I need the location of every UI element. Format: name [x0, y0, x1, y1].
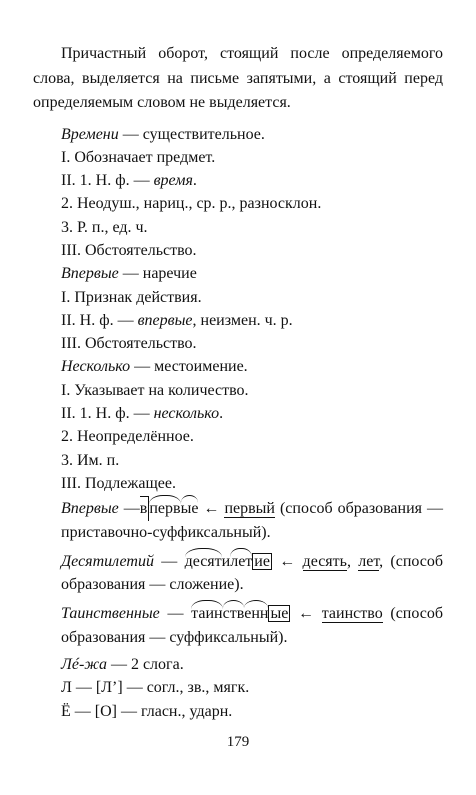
analysis-line-15: III. Подлежащее. [61, 474, 176, 492]
phonetic-line-2: Ё — [О] — гласн., ударн. [61, 702, 233, 720]
page-number: 179 [226, 734, 250, 750]
analysis-line-5: III. Обстоятельство. [61, 241, 197, 259]
suffix-mark: енн [244, 600, 268, 625]
phonetic-line-0: Лé-жа — 2 слога. [61, 656, 184, 674]
analysis-line-11: I. Указывает на количество. [61, 381, 249, 399]
analysis-line-4: 3. Р. п., ед. ч. [61, 218, 148, 236]
analysis-line-1: I. Обозначает предмет. [61, 148, 216, 166]
root-mark: лет [230, 548, 252, 573]
morph-line-desyatiletiy: Десятилетий — десятилет ие ← десять, лет, (способ образования — сложение). [33, 548, 443, 597]
phonetic-line-1: Л — [Л’] — согл., зв., мягк. [61, 679, 250, 697]
analysis-line-0: Времени — существительное. [61, 125, 265, 143]
root-mark: таин [191, 600, 222, 625]
base-word: лет [358, 552, 380, 570]
analysis-word: Впервые [61, 265, 119, 283]
base-word: первый [224, 500, 275, 518]
prefix-mark: в [140, 496, 150, 520]
text-body [33, 42, 443, 723]
analysis-word: Несколько [61, 358, 131, 376]
analysis-word: Времени [61, 125, 119, 143]
suffix-mark: ые [181, 495, 199, 520]
analysis-line-12: II. 1. Н. ф. — несколько. [61, 405, 224, 423]
suffix-mark: ств [223, 600, 245, 625]
ending-box: ые [270, 605, 289, 623]
analysis-line-6: Впервые — наречие [61, 265, 197, 283]
morph-line-tainstvennye: Таинственные — таинственн ые ← таинство (способ образования — суффиксальный). [33, 600, 443, 649]
root-mark: перв [149, 495, 180, 520]
analysis-line-13: 2. Неопределённое. [61, 428, 194, 446]
analysis-line-3: 2. Неодуш., нариц., ср. р., разносклон. [61, 195, 322, 213]
base-word: десять [302, 552, 347, 570]
base-word: таинство [321, 605, 383, 623]
morph-line-vpervye: Впервые —в первые ← первый (способ образования — приставочно-суффиксальный). [33, 495, 443, 544]
root-mark: десят [185, 548, 222, 573]
analysis-line-10: Несколько — местоимение. [61, 358, 248, 376]
analysis-line-14: 3. Им. п. [61, 451, 120, 469]
analysis-line-9: III. Обстоятельство. [61, 335, 197, 353]
intro-paragraph: Причастный оборот, стоящий после определяемого слова, выделяется на письме запятыми, а стоящий перед определяемым словом не выделяется. [33, 45, 443, 111]
analysis-line-8: II. Н. ф. — впервые, неизмен. ч. р. [61, 311, 293, 329]
analysis-line-2: II. 1. Н. ф. — время. [61, 172, 197, 190]
ending-box: ие [254, 552, 270, 570]
analysis-line-7: I. Признак действия. [61, 288, 202, 306]
